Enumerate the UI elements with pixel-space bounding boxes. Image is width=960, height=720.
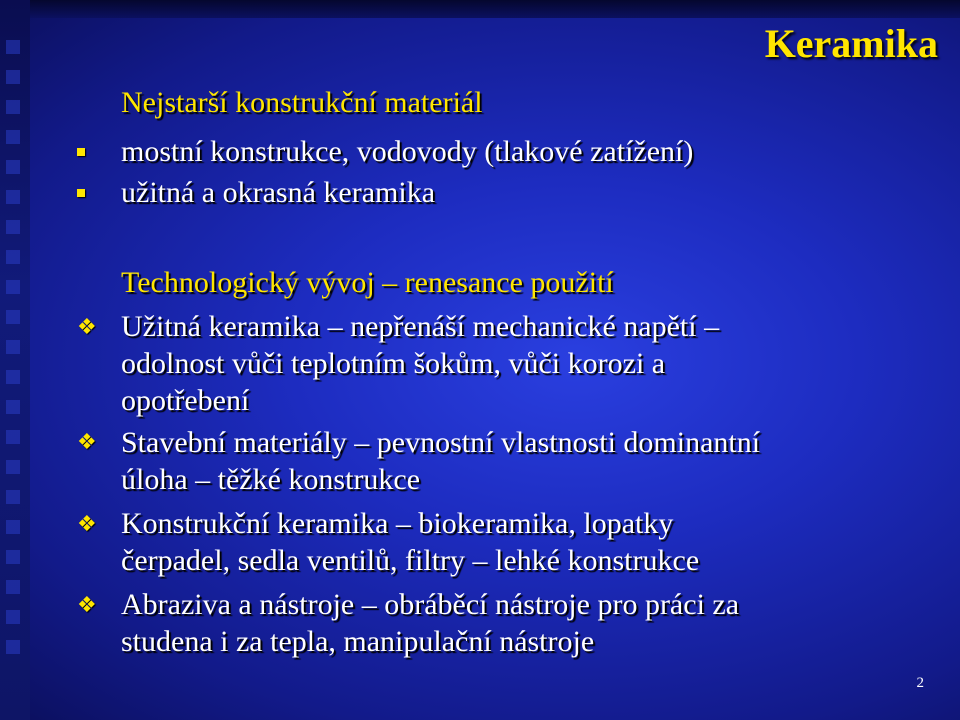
decor-square — [6, 400, 20, 414]
decor-square — [6, 520, 20, 534]
decor-square — [6, 160, 20, 174]
bullet-text: Konstrukční keramika – biokeramika, lopatky — [121, 507, 674, 540]
decor-square — [6, 280, 20, 294]
four-diamond-bullet-icon: ❖ — [77, 592, 97, 617]
decor-square — [6, 640, 20, 654]
decor-square — [6, 430, 20, 444]
decor-square — [6, 550, 20, 564]
decor-square — [6, 190, 20, 204]
decor-square — [6, 340, 20, 354]
square-bullet-icon — [77, 148, 85, 156]
bullet-text-continued: studena i za tepla, manipulační nástroje — [121, 625, 595, 658]
decor-square — [6, 130, 20, 144]
decor-square — [6, 490, 20, 504]
bullet-text: Užitná keramika – nepřenáší mechanické napětí – — [121, 310, 720, 343]
bullet-text: užitná a okrasná keramika — [121, 176, 436, 209]
bullet-text: Stavební materiály – pevnostní vlastnosti dominantní — [121, 426, 761, 459]
decor-square — [6, 100, 20, 114]
four-diamond-bullet-icon: ❖ — [77, 511, 97, 536]
four-diamond-bullet-icon: ❖ — [77, 314, 97, 339]
bullet-text-continued: úloha – těžké konstrukce — [121, 463, 421, 496]
page-number: 2 — [916, 675, 924, 691]
decor-square — [6, 610, 20, 624]
bullet-text: Abraziva a nástroje – obráběcí nástroje pro práci za — [121, 588, 740, 621]
square-bullet-icon — [77, 189, 85, 197]
bullet-text-continued: čerpadel, sedla ventilů, filtry – lehké konstrukce — [121, 544, 700, 577]
bullet-text: mostní konstrukce, vodovody (tlakové zatížení) — [121, 135, 694, 168]
heading-line: Technologický vývoj – renesance použití — [121, 266, 614, 299]
left-decor-strip — [0, 0, 30, 720]
decor-square — [6, 370, 20, 384]
decor-square — [6, 580, 20, 594]
decor-square — [6, 460, 20, 474]
decor-square — [6, 220, 20, 234]
bullet-text-continued: odolnost vůči teplotním šokům, vůči korozi a — [121, 347, 666, 380]
slide-title: Keramika — [764, 21, 938, 66]
decor-square — [6, 250, 20, 264]
decor-square — [6, 310, 20, 324]
heading-line: Nejstarší konstrukční materiál — [121, 86, 483, 119]
bullet-text-continued: opotřebení — [121, 384, 250, 417]
top-bar — [0, 0, 960, 18]
decor-square — [6, 40, 20, 54]
four-diamond-bullet-icon: ❖ — [77, 429, 97, 454]
decor-square — [6, 70, 20, 84]
